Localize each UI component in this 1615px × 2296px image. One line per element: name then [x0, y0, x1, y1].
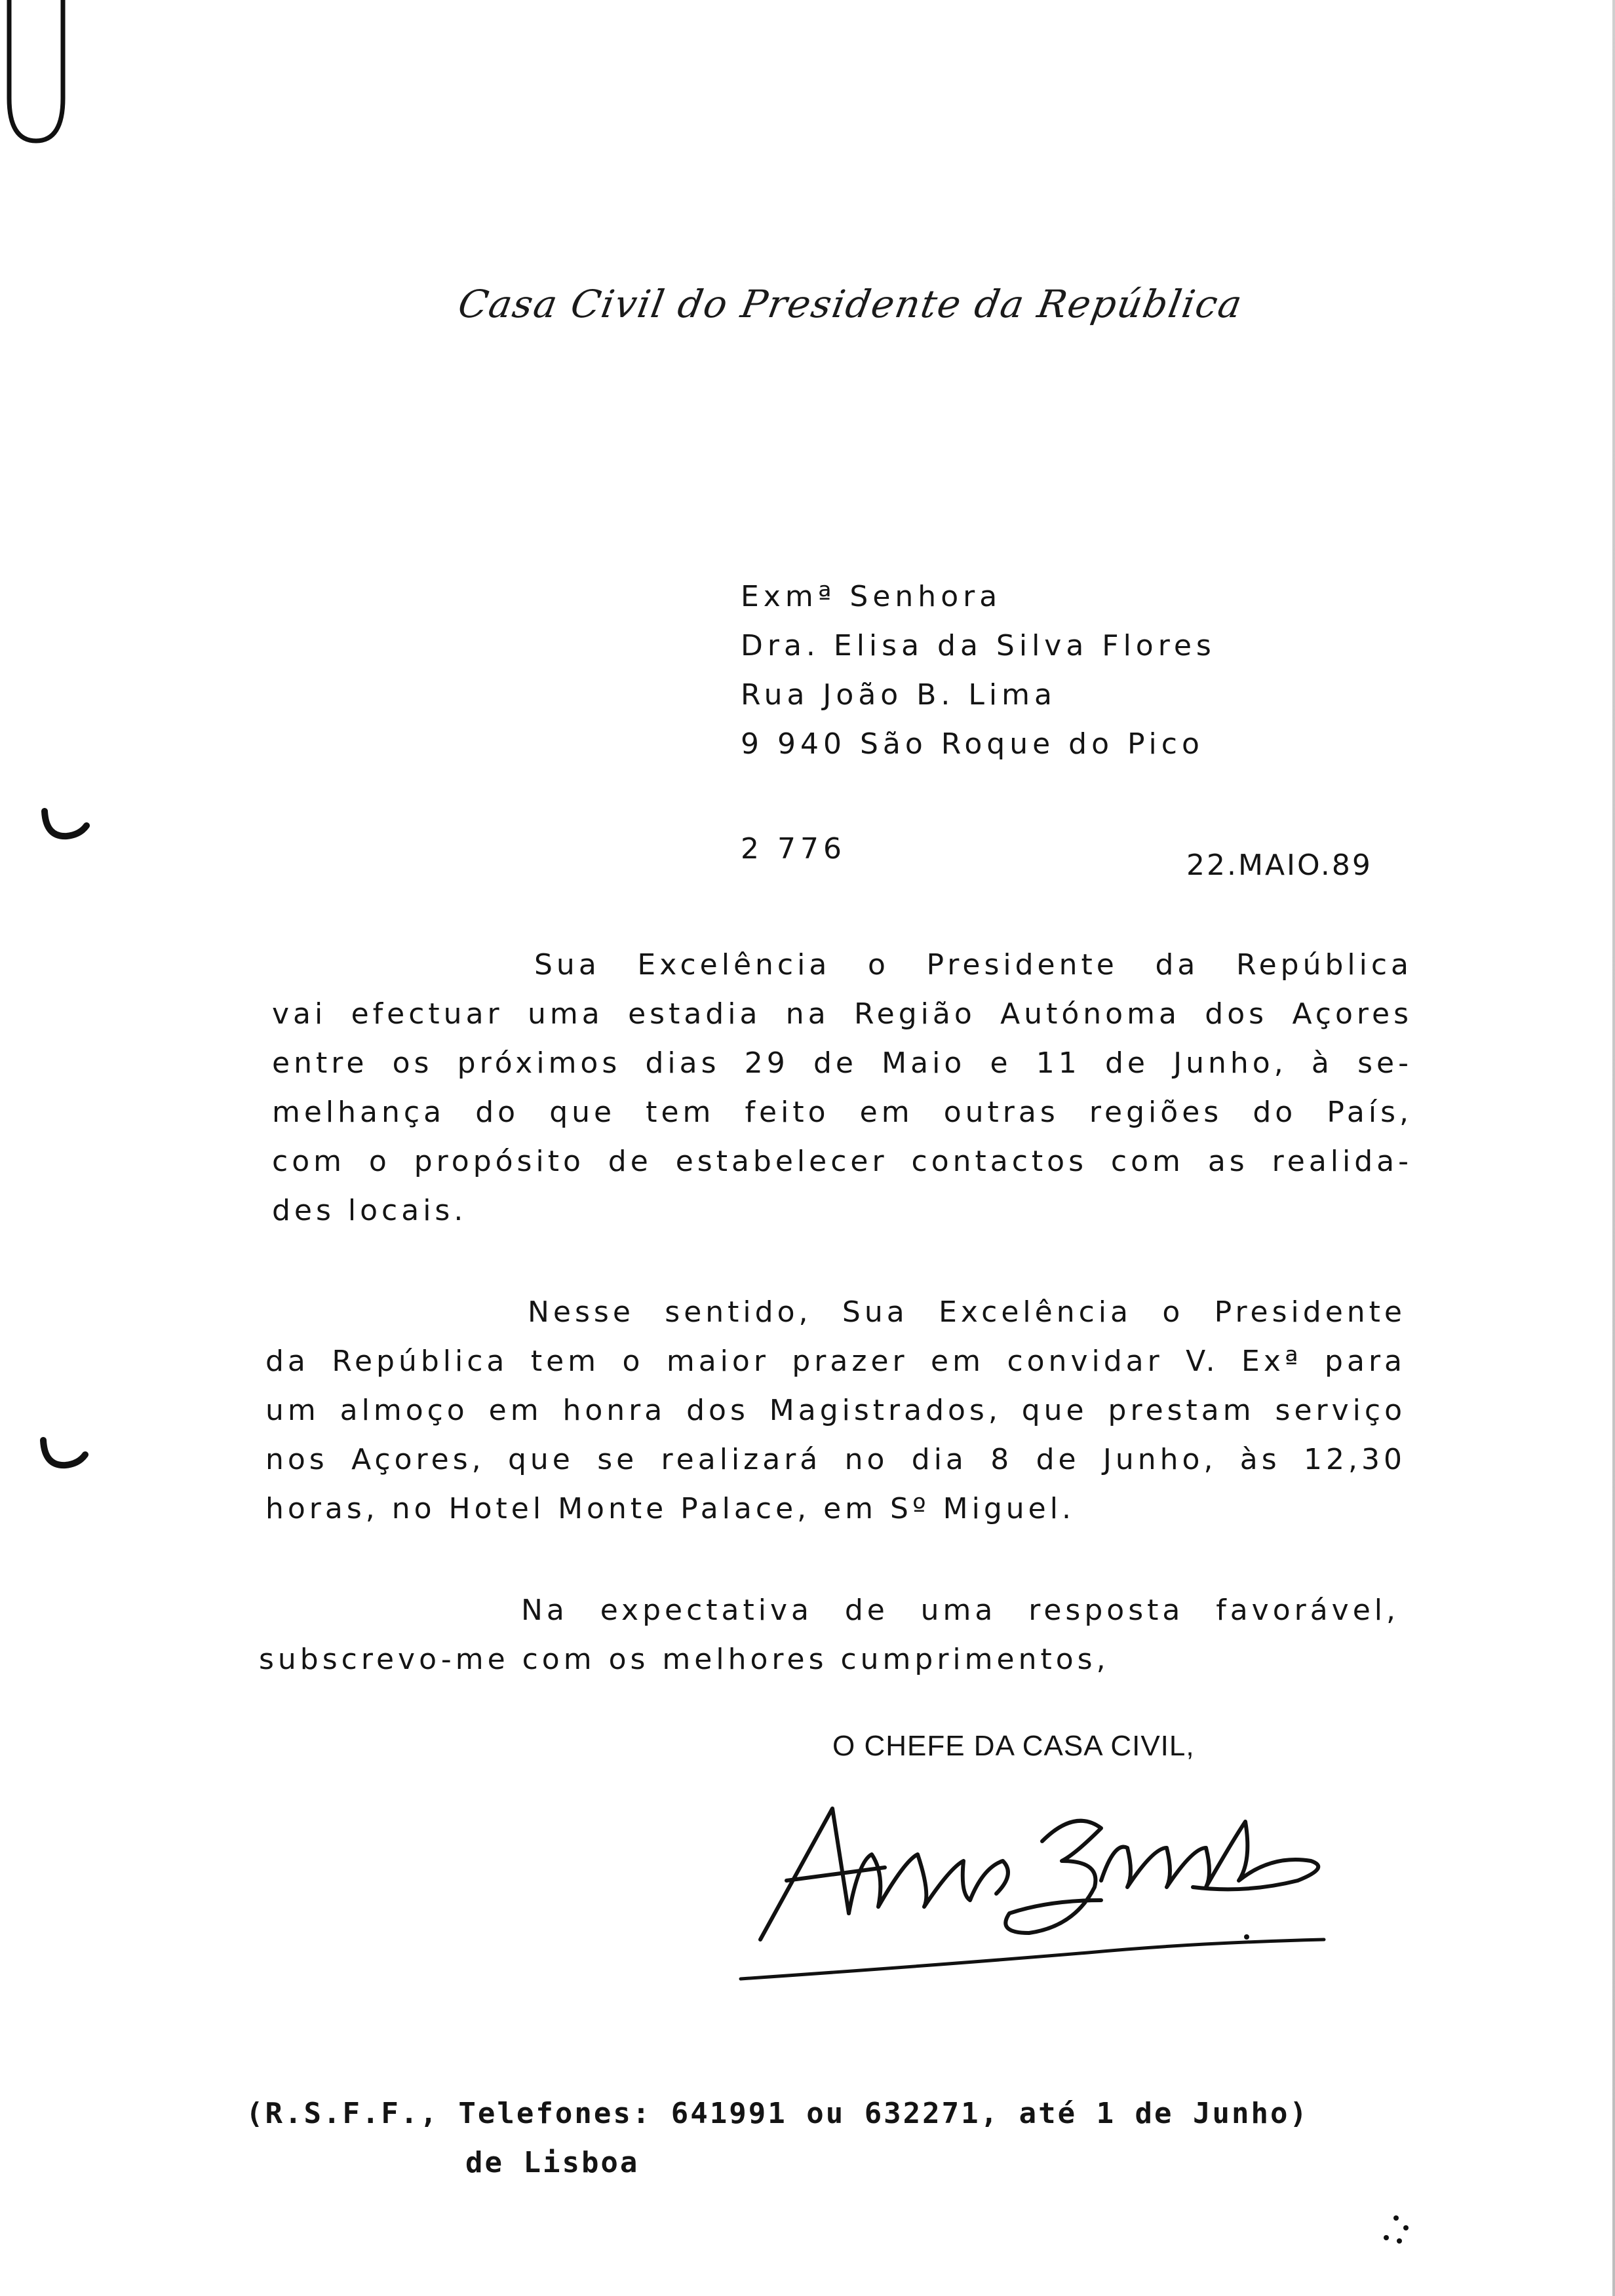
paragraph-line: nos Açores, que se realizará no dia 8 de Junho, às 12,30	[265, 1443, 1406, 1476]
footer-city-line: de Lisboa	[465, 2146, 640, 2179]
recipient-name: Dra. Elisa da Silva Flores	[741, 629, 1216, 662]
paragraph-line: da República tem o maior prazer em convidar V. Exª para	[265, 1345, 1406, 1378]
punch-hole-mark-icon	[39, 806, 92, 845]
paragraph-line: horas, no Hotel Monte Palace, em Sº Miguel.	[265, 1492, 1075, 1525]
paragraph-line: um almoço em honra dos Magistrados, que prestam serviço	[265, 1394, 1406, 1427]
punch-hole-mark-icon	[38, 1435, 90, 1474]
paragraph-line: des locais.	[272, 1194, 467, 1227]
paragraph-line: Na expectativa de uma resposta favorável,	[521, 1594, 1399, 1627]
recipient-street: Rua João B. Lima	[741, 678, 1057, 712]
footer-contact-line: (R.S.F.F., Telefones: 641991 ou 632271, até 1 de Junho)	[246, 2097, 1309, 2130]
signature-dot	[1244, 1934, 1249, 1940]
body-paragraph-1	[272, 940, 1412, 1235]
page-edge-shadow	[1612, 0, 1615, 2296]
reference-number: 2 776	[741, 832, 846, 866]
recipient-salutation: Exmª Senhora	[741, 580, 1002, 613]
letter-date: 22.MAIO.89	[1186, 849, 1372, 882]
paragraph-line: Nesse sentido, Sua Excelência o Presidente	[528, 1295, 1406, 1329]
closing-title: O CHEFE DA CASA CIVIL,	[832, 1730, 1195, 1762]
paragraph-line: subscrevo-me com os melhores cumprimentos,	[259, 1643, 1110, 1676]
paragraph-line: vai efectuar uma estadia na Região Autónoma dos Açores	[272, 997, 1412, 1031]
signature	[734, 1782, 1344, 1992]
recipient-city: 9 940 São Roque do Pico	[741, 727, 1204, 761]
body-paragraph-2	[265, 1288, 1406, 1533]
paragraph-line: Sua Excelência o Presidente da República	[534, 948, 1412, 982]
letterhead-title: Casa Civil do Presidente da República	[455, 282, 1247, 326]
paper-clip-icon	[0, 0, 79, 157]
body-paragraph-3	[259, 1586, 1399, 1684]
speck-marks-icon	[1376, 2211, 1416, 2251]
paragraph-line: com o propósito de estabelecer contactos com as realida-	[272, 1145, 1412, 1178]
paragraph-line: entre os próximos dias 29 de Maio e 11 de Junho, à se-	[272, 1046, 1412, 1080]
paragraph-line: melhança do que tem feito em outras regiões do País,	[272, 1096, 1412, 1129]
